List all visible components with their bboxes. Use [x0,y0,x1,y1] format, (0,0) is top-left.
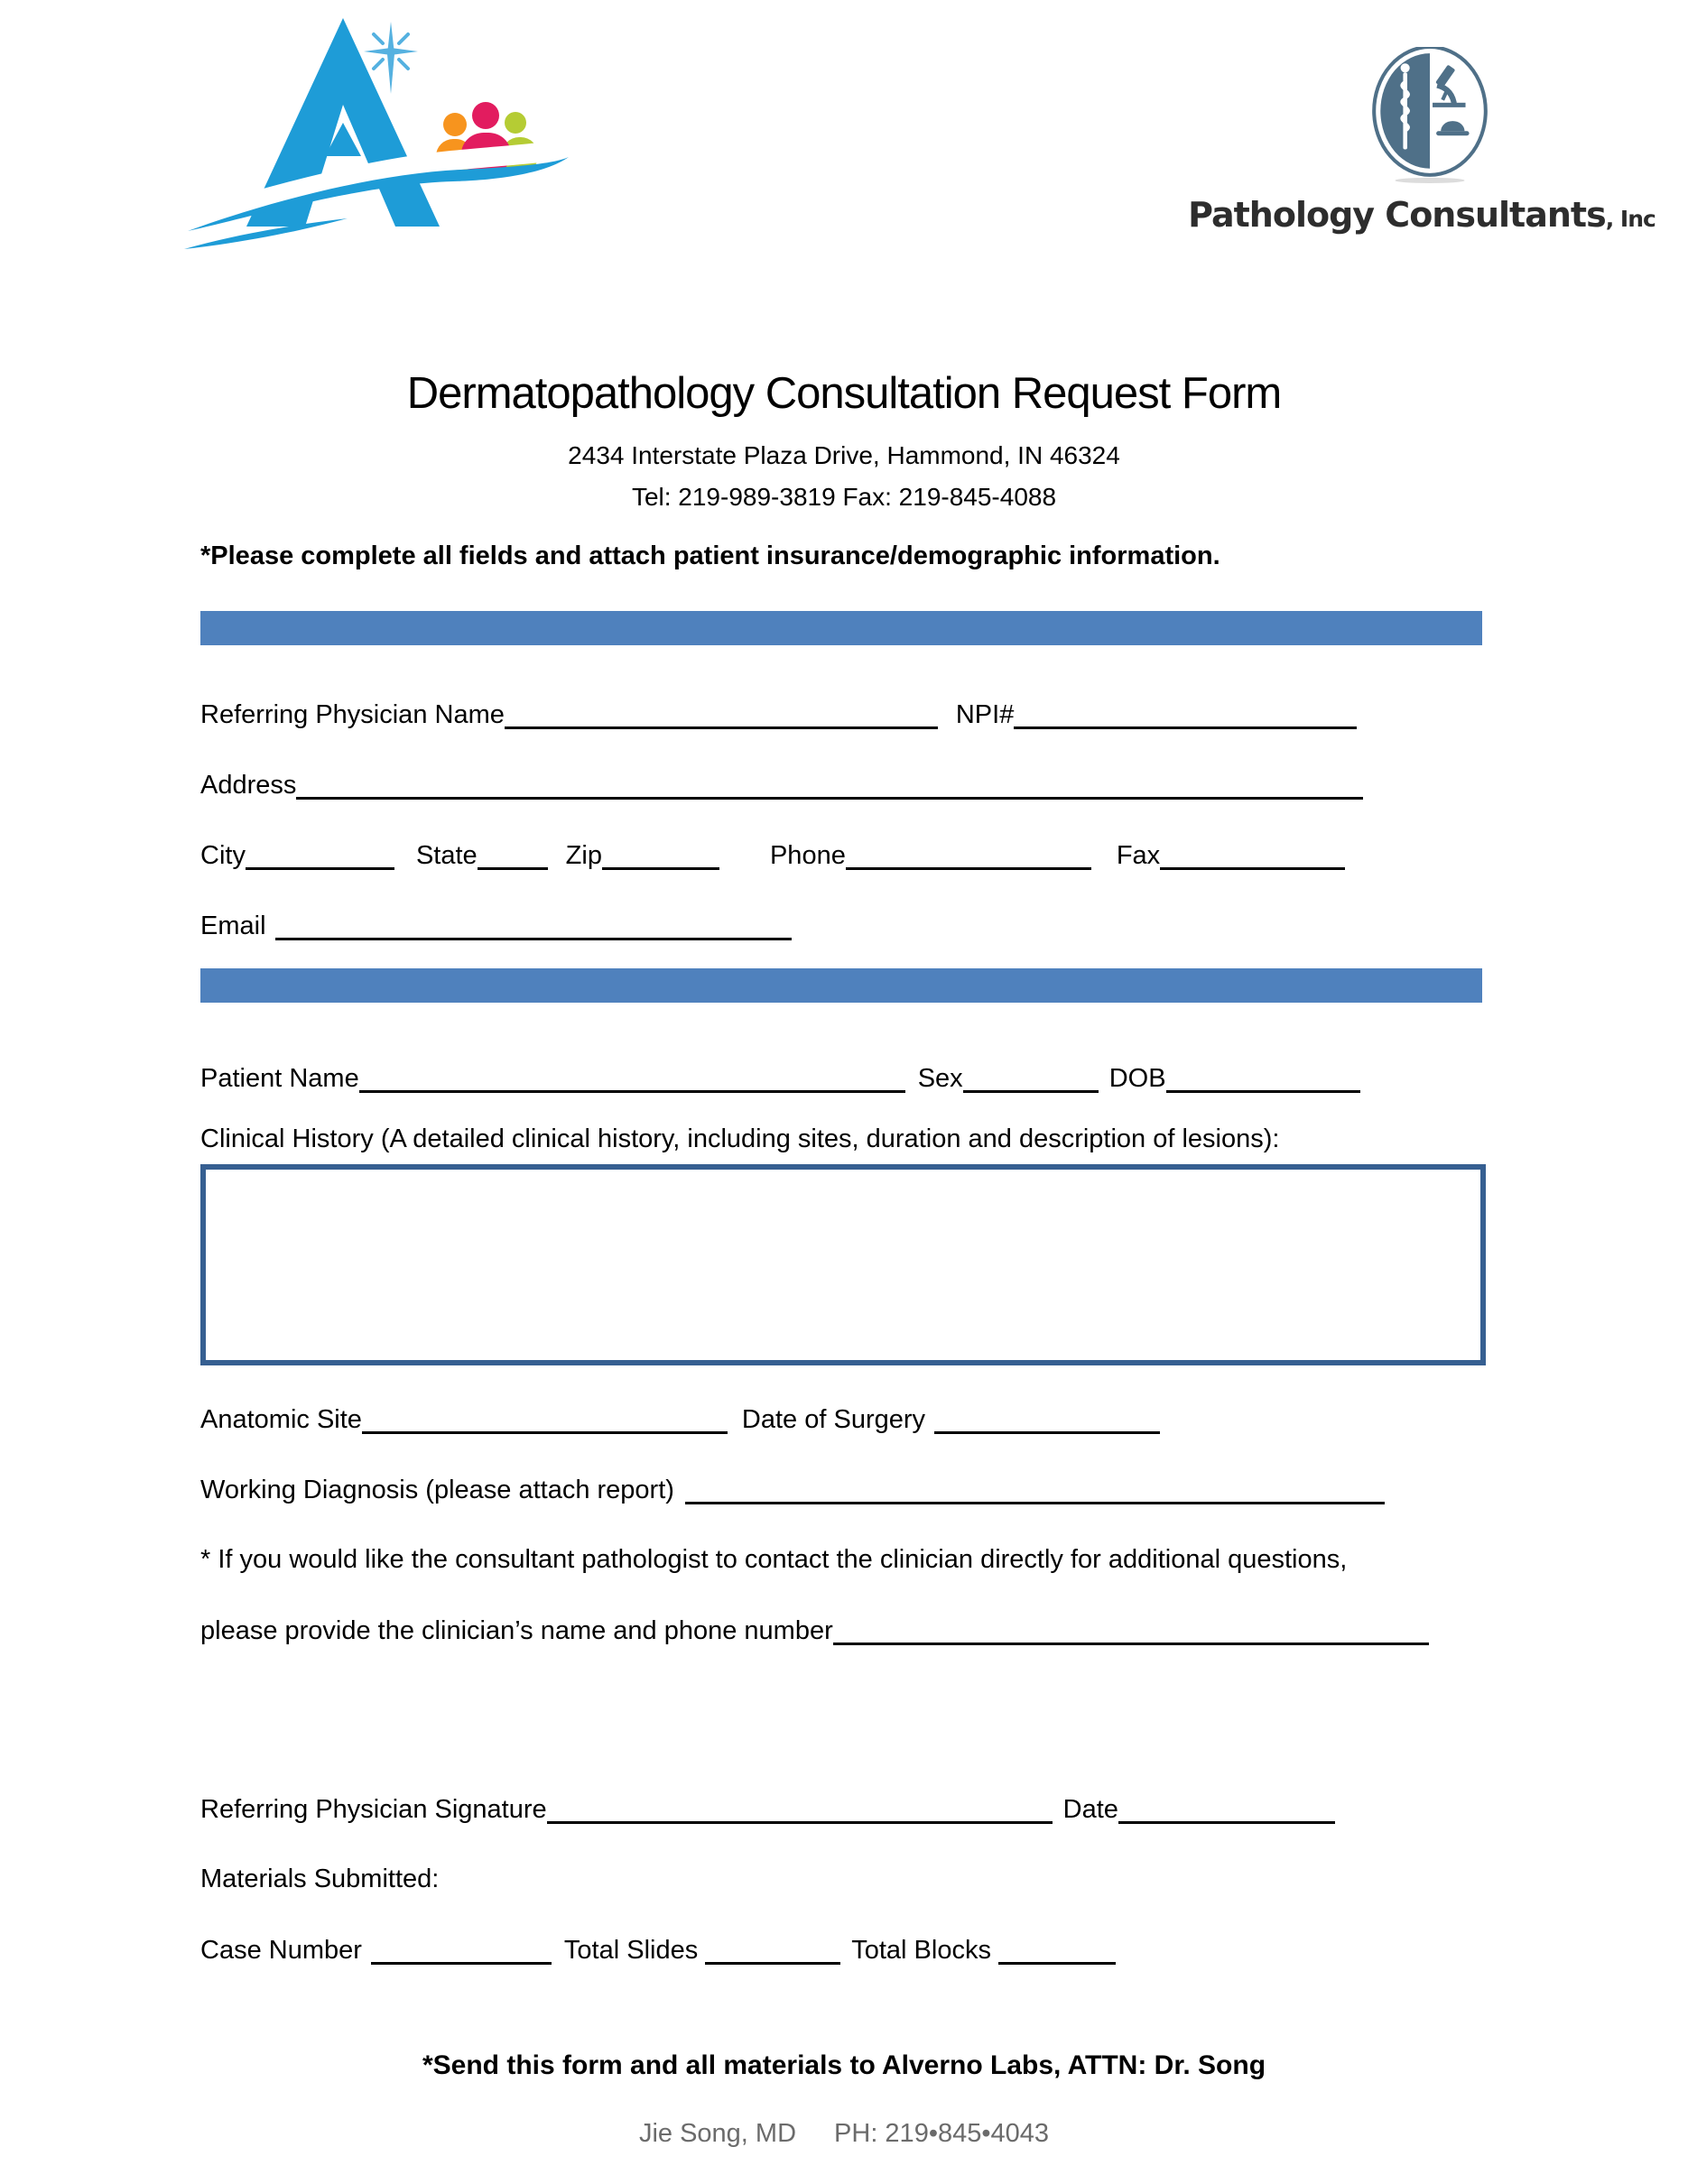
contact-note-text-1: * If you would like the consultant pathologist to contact the clinician directly for additional questions, [200,1545,1348,1574]
zip-label: Zip [565,841,602,870]
clinician-name-phone-blank[interactable] [833,1615,1429,1645]
swoosh [181,148,569,249]
referring-physician-name-blank[interactable] [505,699,938,729]
city-state-zip-phone-fax-row [200,840,1345,878]
referring-physician-signature-label: Referring Physician Signature [200,1795,547,1824]
patient-name-blank[interactable] [359,1063,905,1093]
contact-note-text-2: please provide the clinician’s name and phone number [200,1616,833,1645]
patient-name-label: Patient Name [200,1064,359,1093]
signature-date-row [200,1794,1335,1832]
address-row [200,770,1363,808]
email-blank[interactable] [275,911,792,940]
pathology-logo-suffix: , Inc [1605,206,1656,232]
total-slides-blank[interactable] [705,1935,840,1965]
total-blocks-label: Total Blocks [851,1936,991,1965]
caduceus-microscope-emblem-icon [1370,47,1489,184]
pathologist-contact-line [0,2119,1688,2149]
date-of-surgery-label: Date of Surgery [741,1405,926,1434]
zip-blank[interactable] [602,840,719,870]
referring-physician-section-bar [200,611,1482,645]
materials-submitted-label: Materials Submitted: [200,1865,440,1893]
pathologist-phone: PH: 219•845•4043 [834,2119,1050,2148]
dob-label: DOB [1108,1064,1166,1093]
fax-label: Fax [1116,841,1161,870]
case-number-blank[interactable] [371,1935,552,1965]
city-label: City [200,841,246,870]
date-label: Date [1062,1795,1118,1824]
fax-blank[interactable] [1160,840,1345,870]
phone-blank[interactable] [846,840,1091,870]
complete-all-fields-note: *Please complete all fields and attach patient insurance/demographic information. [200,541,1220,570]
signature-blank[interactable] [547,1794,1053,1824]
clinical-history-label-row [200,1124,1279,1162]
address-label: Address [200,771,297,800]
address-blank[interactable] [296,770,1363,800]
pathology-consultants-wordmark [1155,195,1688,235]
lab-phone-fax: Tel: 219-989-3819 Fax: 219-845-4088 [631,483,1057,511]
referring-name-npi-row [200,699,1357,737]
form-title: Dermatopathology Consultation Request Form [406,369,1282,418]
total-blocks-blank[interactable] [998,1935,1116,1965]
dob-blank[interactable] [1166,1063,1360,1093]
email-row [200,911,792,949]
send-materials-note: *Send this form and all materials to Alverno Labs, ATTN: Dr. Song [422,2050,1266,2080]
case-slides-blocks-row [200,1935,1116,1973]
email-label: Email [200,912,266,940]
working-diagnosis-blank[interactable] [685,1475,1385,1504]
working-diagnosis-row [200,1475,1385,1513]
state-label: State [415,841,478,870]
date-blank[interactable] [1118,1794,1335,1824]
city-blank[interactable] [246,840,394,870]
alverno-logo [181,7,578,269]
anatomic-site-surgery-date-row [200,1404,1160,1442]
clinical-history-box[interactable] [200,1164,1486,1365]
date-of-surgery-blank[interactable] [934,1404,1160,1434]
pathologist-name: Jie Song, MD [638,2119,797,2148]
npi-label: NPI# [955,700,1015,729]
lab-address: 2434 Interstate Plaza Drive, Hammond, IN 46324 [568,441,1120,469]
contact-note-line2-row [200,1615,1429,1653]
case-number-label: Case Number [200,1936,362,1965]
working-diagnosis-label: Working Diagnosis (please attach report) [200,1476,674,1504]
phone-label: Phone [769,841,846,870]
sex-blank[interactable] [963,1063,1099,1093]
sex-label: Sex [917,1064,963,1093]
anatomic-site-blank[interactable] [362,1404,728,1434]
patient-section-bar [200,968,1482,1003]
total-slides-label: Total Slides [563,1936,699,1965]
state-blank[interactable] [478,840,548,870]
pathology-logo-text: Pathology Consultants [1188,195,1606,235]
materials-submitted-row [200,1865,439,1902]
referring-physician-name-label: Referring Physician Name [200,700,505,729]
contact-note-line1 [200,1545,1347,1583]
anatomic-site-label: Anatomic Site [200,1405,362,1434]
patient-name-sex-dob-row [200,1063,1360,1101]
clinical-history-label: Clinical History (A detailed clinical history, including sites, duration and description of lesions): [200,1124,1280,1153]
npi-blank[interactable] [1014,699,1357,729]
